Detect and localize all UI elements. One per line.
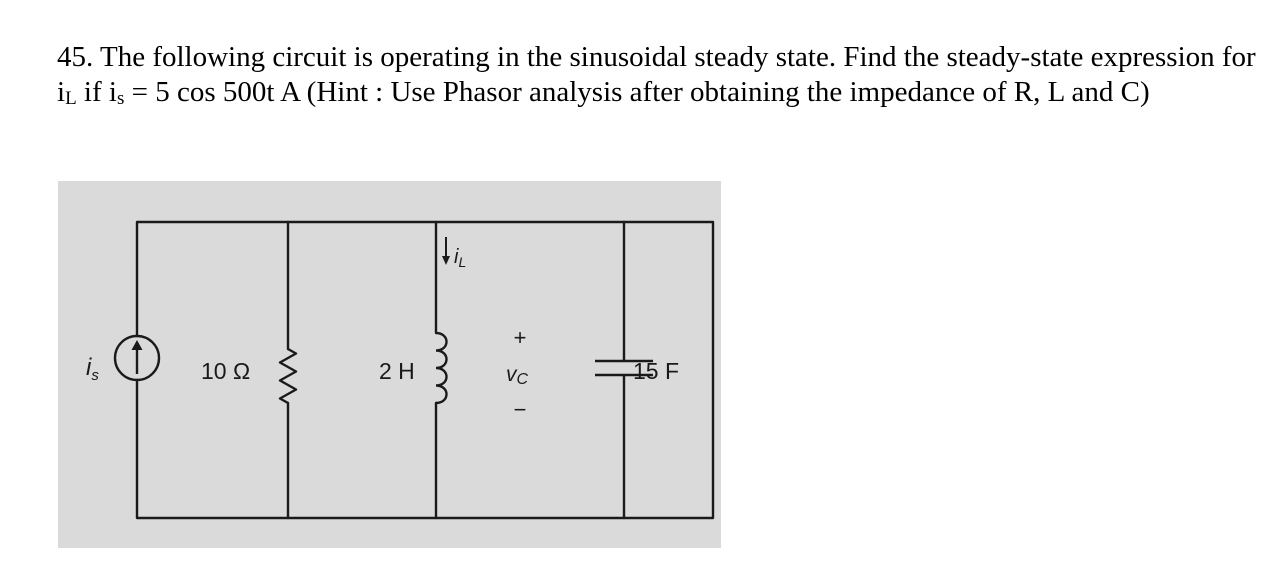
- problem-text-part-2: if i: [76, 76, 117, 108]
- current-label: $i_L$: [454, 246, 467, 270]
- problem-text-part-1: The following circuit is operating in the sinusoidal steady state. Find the steady-state expression for i: [57, 41, 1256, 108]
- circuit-diagram: [58, 181, 721, 548]
- voltage-plus: +: [513, 325, 527, 350]
- problem-text-part-3: = 5 cos 500t A (Hint : Use Phasor analysis after obtaining the impedance of R, L and C): [124, 76, 1150, 108]
- inductor-label: 2 H: [379, 358, 415, 384]
- circuit-figure: [58, 181, 721, 548]
- voltage-minus: −: [513, 397, 527, 422]
- subscript-L: L: [65, 88, 77, 109]
- resistor-label: 10 Ω: [201, 358, 251, 384]
- subscript-s: s: [116, 88, 125, 109]
- capacitor-label: 15 F: [633, 358, 680, 384]
- source-label: $i_s$: [86, 354, 99, 384]
- problem-statement: [57, 40, 1272, 110]
- voltage-label: vC: [506, 363, 529, 388]
- problem-number: 45.: [57, 41, 94, 73]
